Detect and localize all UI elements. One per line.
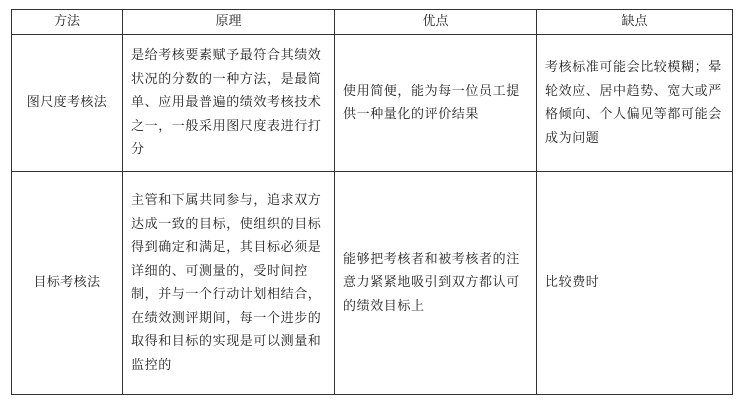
header-method: 方法: [12, 10, 123, 35]
header-principle: 原理: [123, 10, 335, 35]
principle-cell: 是给考核要素赋予最符合其绩效状况的分数的一种方法，是最简单、应用最普遍的绩效考核技术之一，一般采用图尺度表进行打分: [123, 35, 335, 172]
advantage-cell: 能够把考核者和被考核者的注意力紧紧地吸引到双方都认可的绩效目标上: [335, 172, 537, 395]
method-cell: 图尺度考核法: [12, 35, 123, 172]
header-row: [12, 10, 733, 35]
advantage-cell: 使用简便，能为每一位员工提供一种量化的评价结果: [335, 35, 537, 172]
header-advantage: 优点: [335, 10, 537, 35]
table-row: [12, 172, 733, 395]
method-cell: 目标考核法: [12, 172, 123, 395]
principle-cell: 主管和下属共同参与，追求双方达成一致的目标，使组织的目标得到确定和满足，其目标必须是详细的、可测量的，受时间控制，并与一个行动计划相结合，在绩效测评期间，每一个进步的取得和目标的实现是可以测量和监控的: [123, 172, 335, 395]
header-disadvantage: 缺点: [537, 10, 733, 35]
disadvantage-cell: 比较费时: [537, 172, 733, 395]
comparison-table: [11, 9, 733, 395]
disadvantage-cell: 考核标准可能会比较模糊；晕轮效应、居中趋势、宽大或严格倾向、个人偏见等都可能会成为问题: [537, 35, 733, 172]
table-row: [12, 35, 733, 172]
